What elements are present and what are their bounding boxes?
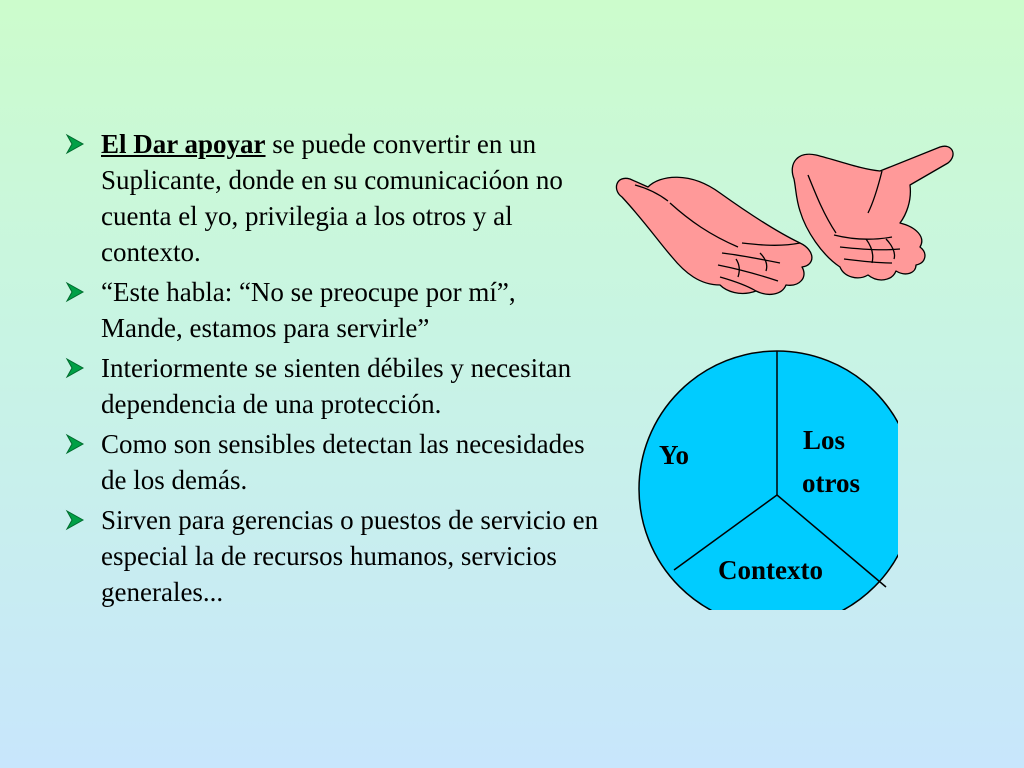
left-hand-icon bbox=[616, 177, 811, 294]
bullet-text: “Este habla: “No se preocupe por mí”, Mande, estamos para servirle” bbox=[101, 277, 516, 343]
bullet-text: Interiormente se sienten débiles y necesitan dependencia de una protección. bbox=[101, 353, 572, 419]
open-hands-illustration bbox=[610, 135, 960, 300]
bullet-text: Sirven para gerencias o puestos de servicio en especial la de recursos humanos, servicios generales... bbox=[101, 505, 599, 607]
bullet-emphasis: El Dar apoyar bbox=[101, 129, 266, 159]
bullet-item bbox=[64, 274, 604, 346]
right-hand-icon bbox=[792, 146, 953, 280]
arrow-bullet-icon bbox=[64, 433, 86, 455]
bullet-item bbox=[64, 426, 604, 498]
arrow-bullet-icon bbox=[64, 133, 86, 155]
label-los: Los bbox=[803, 425, 846, 455]
arrow-bullet-icon bbox=[64, 281, 86, 303]
bullet-item bbox=[64, 350, 604, 422]
arrow-bullet-icon bbox=[64, 357, 86, 379]
bullet-text: se puede convertir en un Suplicante, donde en su comunicacióon no cuenta el yo, privilegia a los otros y al contexto. bbox=[101, 129, 563, 267]
bullet-item bbox=[64, 126, 604, 270]
label-otros: otros bbox=[802, 468, 860, 498]
arrow-bullet-icon bbox=[64, 509, 86, 531]
label-contexto: Contexto bbox=[718, 555, 823, 585]
bullet-list bbox=[64, 126, 604, 614]
bullet-text: Como son sensibles detectan las necesidades de los demás. bbox=[101, 429, 585, 495]
bullet-item bbox=[64, 502, 604, 610]
label-yo: Yo bbox=[659, 440, 690, 470]
